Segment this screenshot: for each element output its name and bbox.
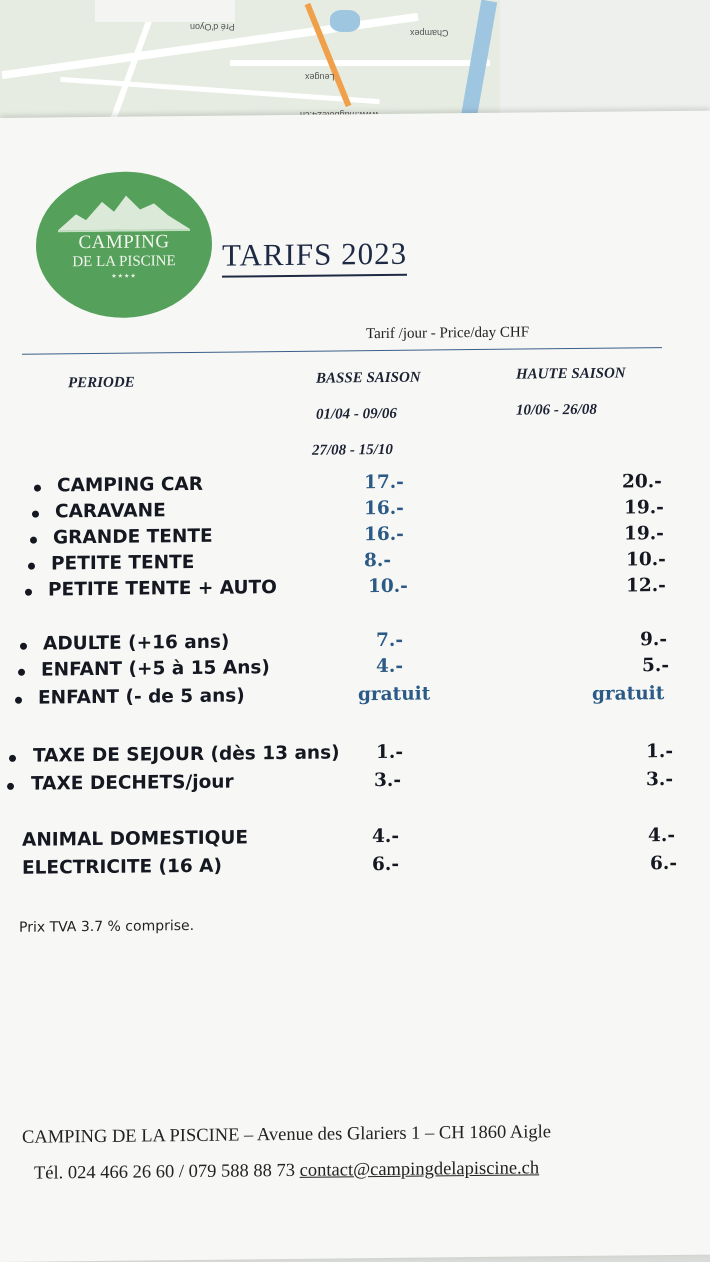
logo-title: CAMPING <box>78 231 170 254</box>
haute-saison-price: gratuit <box>592 683 665 705</box>
bullet-icon <box>15 697 22 704</box>
basse-dates-2: 27/08 - 15/10 <box>312 441 393 459</box>
haute-saison-price: 19.- <box>624 497 664 519</box>
bullet-icon <box>25 589 32 596</box>
basse-saison-price: 1.- <box>376 741 403 764</box>
bullet-icon <box>18 669 25 676</box>
map-label: Pré d'Oyon <box>190 22 235 32</box>
haute-saison-price: 6.- <box>650 852 677 875</box>
column-header-basse-saison: BASSE SAISON <box>316 369 421 387</box>
document-title: TARIFS 2023 <box>222 236 407 278</box>
haute-saison-price: 1.- <box>646 740 673 763</box>
rate-label: ELECTRICITE (16 A) <box>22 855 222 879</box>
haute-saison-price: 5.- <box>642 654 669 677</box>
basse-saison-price: 16.- <box>364 523 404 546</box>
haute-dates-1: 10/06 - 26/08 <box>516 401 597 419</box>
map-label: Champex <box>410 28 449 38</box>
basse-saison-price: 6.- <box>372 853 399 876</box>
basse-saison-price: 17.- <box>364 471 404 494</box>
column-header-haute-saison: HAUTE SAISON <box>516 365 626 383</box>
haute-saison-price: 9.- <box>640 629 667 651</box>
basse-saison-price: 3.- <box>374 769 401 792</box>
haute-saison-price: 12.- <box>626 575 666 597</box>
basse-saison-price: gratuit <box>358 683 431 706</box>
bullet-icon <box>28 563 35 570</box>
basse-saison-price: 16.- <box>364 497 404 520</box>
rate-label: CAMPING CAR <box>57 473 203 497</box>
rate-label: PETITE TENTE <box>51 551 195 575</box>
basse-saison-price: 8.- <box>364 549 391 572</box>
rate-label: TAXE DECHETS/jour <box>31 771 234 795</box>
footer-phone: Tél. 024 466 26 60 / 079 588 88 73 <box>34 1160 296 1184</box>
rate-label: PETITE TENTE + AUTO <box>48 577 277 601</box>
haute-saison-price: 4.- <box>648 824 675 847</box>
basse-saison-price: 7.- <box>376 629 403 652</box>
haute-saison-price: 10.- <box>626 549 666 571</box>
bullet-icon <box>9 755 16 762</box>
vat-note: Prix TVA 3.7 % comprise. <box>19 917 195 936</box>
map-label: Leugex <box>305 72 335 82</box>
rate-label: GRANDE TENTE <box>53 525 213 549</box>
bullet-icon <box>30 537 37 544</box>
haute-saison-price: 19.- <box>624 523 664 545</box>
basse-saison-price: 4.- <box>376 655 403 678</box>
rate-label: TAXE DE SEJOUR (dès 13 ans) <box>33 742 340 767</box>
rate-label: ENFANT (+5 à 15 Ans) <box>41 657 270 681</box>
basse-saison-price: 10.- <box>368 575 408 598</box>
rate-label: ADULTE (+16 ans) <box>43 631 230 655</box>
logo-subtitle: DE LA PISCINE <box>72 253 176 271</box>
haute-saison-price: 20.- <box>622 471 662 493</box>
price-subheading: Tarif /jour - Price/day CHF <box>366 324 530 343</box>
tariff-sheet <box>0 111 710 1262</box>
rate-label: CARAVANE <box>55 500 166 523</box>
logo-stars: ★★★★ <box>111 272 137 280</box>
footer-email-link[interactable]: contact@campingdelapiscine.ch <box>299 1158 540 1181</box>
footer-address: CAMPING DE LA PISCINE – Avenue des Glariers 1 – CH 1860 Aigle <box>22 1122 551 1148</box>
bullet-icon <box>34 485 41 492</box>
bullet-icon <box>20 643 27 650</box>
basse-dates-1: 01/04 - 09/06 <box>316 405 397 423</box>
footer-contact <box>34 1158 539 1184</box>
rate-label: ENFANT (- de 5 ans) <box>38 685 245 709</box>
camping-logo <box>36 171 212 319</box>
bullet-icon <box>7 783 14 790</box>
mountain-icon <box>58 191 190 232</box>
column-header-periode: PERIODE <box>68 374 135 392</box>
rate-label: ANIMAL DOMESTIQUE <box>22 827 248 851</box>
header-rule <box>22 347 662 355</box>
haute-saison-price: 3.- <box>646 768 673 791</box>
basse-saison-price: 4.- <box>372 825 399 848</box>
bullet-icon <box>32 511 39 518</box>
